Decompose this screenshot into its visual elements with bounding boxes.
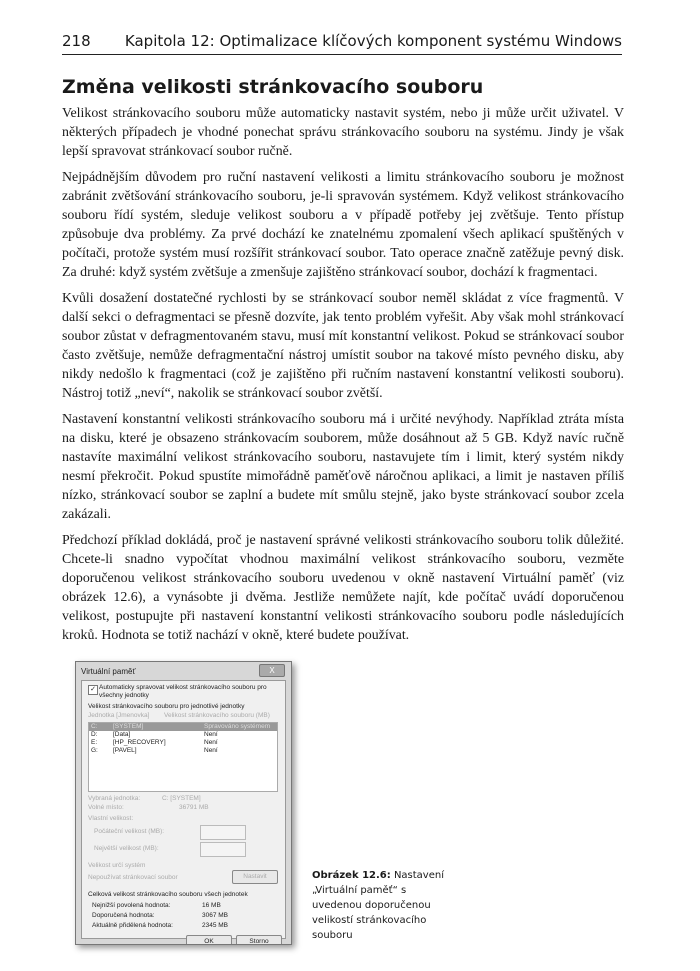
drive-row: G: [PAVEL] Není bbox=[91, 747, 218, 754]
column-drive: Jednotka [Jmenovka] bbox=[88, 712, 150, 719]
current-value: 2345 MB bbox=[202, 922, 229, 929]
page-number: 218 bbox=[62, 32, 91, 50]
current-label: Aktuálně přidělená hodnota: bbox=[92, 922, 173, 929]
close-button: X bbox=[259, 664, 285, 677]
paragraph: Nejpádnějším důvodem pro ruční nastavení velikosti a limitu stránkovacího souboru je možnost zabránit zvětšování stránkovacího souboru, je-li spravován systémem. Když velikost stránkovacího souboru řídí systém, sleduje velikost souboru a v případě potřeby jej zvětšuje. Tento přístup způsobuje dva problémy. Za prvé dochází ke znatelnému zpomalení všech aplikací spuštěných v počítači, protože systém musí rozšířit stránkovací soubor. Tato operace značně zatěžuje pevný disk. Za druhé: když systém zvětšuje a zmenšuje zajištěno stránkovací soubor, dochází k fragmentaci. bbox=[62, 170, 624, 280]
dialog-body bbox=[81, 680, 286, 945]
dialog-title: Virtuální paměť bbox=[81, 667, 136, 676]
figure-caption bbox=[312, 868, 452, 943]
paragraph: Kvůli dosažení dostatečné rychlosti by se stránkovací soubor neměl skládat z více fragmentů. V další sekci o defragmentaci se přesně dozvíte, jak tento problém vyřešit. Aby však mohl stránkovací soubor zůstat v defragmentovaném stavu, musí mít konstantní velikost. Pokud se stránkovací soubor často zvětšuje, nemůže defragmentační nástroj umístit soubor na takové místo pevného disku, aby nikdy nedošlo k fragmentaci (což je zajištěno při ručním nastavení konstantní velikosti souboru). Nástroj totiž „neví“, nakolik se stránkovací soubor zvětší. bbox=[62, 291, 624, 401]
paragraph: Nastavení konstantní velikosti stránkovacího souboru má i určité nevýhody. Například ztráta místa na disku, které je obsazeno stránkovacím souborem, může dosáhnout až 5 GB. Když navíc ručně nastavíte maximální velikost stránkovacího souboru, nastavujete tím i limit, který systém nikdy nesmí překročit. Pokud spustíte mimořádně paměťově náročnou aplikaci, a limit je nastaven příliš nízko, stránkovací soubor se zaplní a budete mít smůlu stejně, jako byste stránkovací soubor zcela zakázali. bbox=[62, 412, 624, 522]
auto-manage-label: Automaticky spravovat velikost stránkovacího souboru pro všechny jednotky bbox=[99, 684, 267, 699]
cancel-button: Storno bbox=[236, 935, 282, 945]
title-bar bbox=[76, 662, 291, 680]
group-label: Velikost stránkovacího souboru pro jednotlivé jednotky bbox=[88, 703, 245, 710]
caption-text: Nastavení „Virtuální paměť“ s uvedenou doporučenou velikostí stránkovacího souboru bbox=[312, 870, 444, 941]
running-header bbox=[62, 30, 622, 55]
custom-size-radio: Vlastní velikost: bbox=[88, 815, 134, 822]
recommended-value: 3067 MB bbox=[202, 912, 229, 919]
selected-drive-label: Vybraná jednotka: bbox=[88, 795, 141, 802]
paragraph: Velikost stránkovacího souboru může automaticky nastavit systém, nebo ji může určit uživatel. V některých případech je vhodné ponechat správu stránkovacího souboru na systému. Jindy je však lepší spravovat stránkovací soubor ručně. bbox=[62, 106, 624, 159]
initial-size-label: Počáteční velikost (MB): bbox=[94, 828, 165, 835]
free-space-value: 36791 MB bbox=[179, 804, 209, 811]
auto-manage-checkbox: ✓ bbox=[88, 685, 98, 695]
min-value: 16 MB bbox=[202, 902, 221, 909]
drive-row: E: [HP_RECOVERY] Není bbox=[91, 739, 218, 746]
recommended-label: Doporučená hodnota: bbox=[92, 912, 155, 919]
max-size-label: Největší velikost (MB): bbox=[94, 845, 159, 852]
drive-list bbox=[88, 722, 278, 792]
section-heading: Změna velikosti stránkovacího souboru bbox=[62, 76, 484, 98]
no-paging-radio: Nepoužívat stránkovací soubor bbox=[88, 874, 178, 881]
caption-label: Obrázek 12.6: bbox=[312, 870, 391, 881]
ok-button: OK bbox=[186, 935, 232, 945]
column-size: Velikost stránkovacího souboru (MB) bbox=[164, 712, 270, 719]
drive-row: D: [Data] Není bbox=[91, 731, 218, 738]
drive-row: C: [SYSTEM] Spravováno systémem bbox=[89, 723, 277, 731]
selected-drive-value: C: [SYSTEM] bbox=[162, 795, 201, 802]
figure bbox=[62, 661, 624, 951]
min-label: Nejnižší povolená hodnota: bbox=[92, 902, 171, 909]
paragraph: Předchozí příklad dokládá, proč je nastavení správné velikosti stránkovacího souboru tolik důležité. Chcete-li snadno vypočítat vhodnou maximální velikost stránkovacího souboru, vezměte doporučenou velikost stránkovacího souboru uvedenou v okně nastavení Virtuální paměť (viz obrázek 12.6), a vynásobte ji dvěma. Jestliže nemůžete najít, kde počítač uvádí doporučenou velikost, postupujte při nastavení konstantní velikosti stránkovacího souboru podle následujících kroků. Hodnota se totiž nachází v okně, které budete používat. bbox=[62, 533, 624, 643]
virtual-memory-dialog-figure bbox=[75, 661, 292, 945]
free-space-label: Volné místo: bbox=[88, 804, 124, 811]
chapter-title: Kapitola 12: Optimalizace klíčových komponent systému Windows bbox=[124, 32, 622, 50]
body-text bbox=[62, 104, 624, 971]
total-label: Celková velikost stránkovacího souboru všech jednotek bbox=[88, 891, 248, 898]
set-button: Nastavit bbox=[232, 870, 278, 884]
max-size-input bbox=[200, 842, 246, 857]
system-managed-radio: Velikost určí systém bbox=[88, 862, 146, 869]
initial-size-input bbox=[200, 825, 246, 840]
